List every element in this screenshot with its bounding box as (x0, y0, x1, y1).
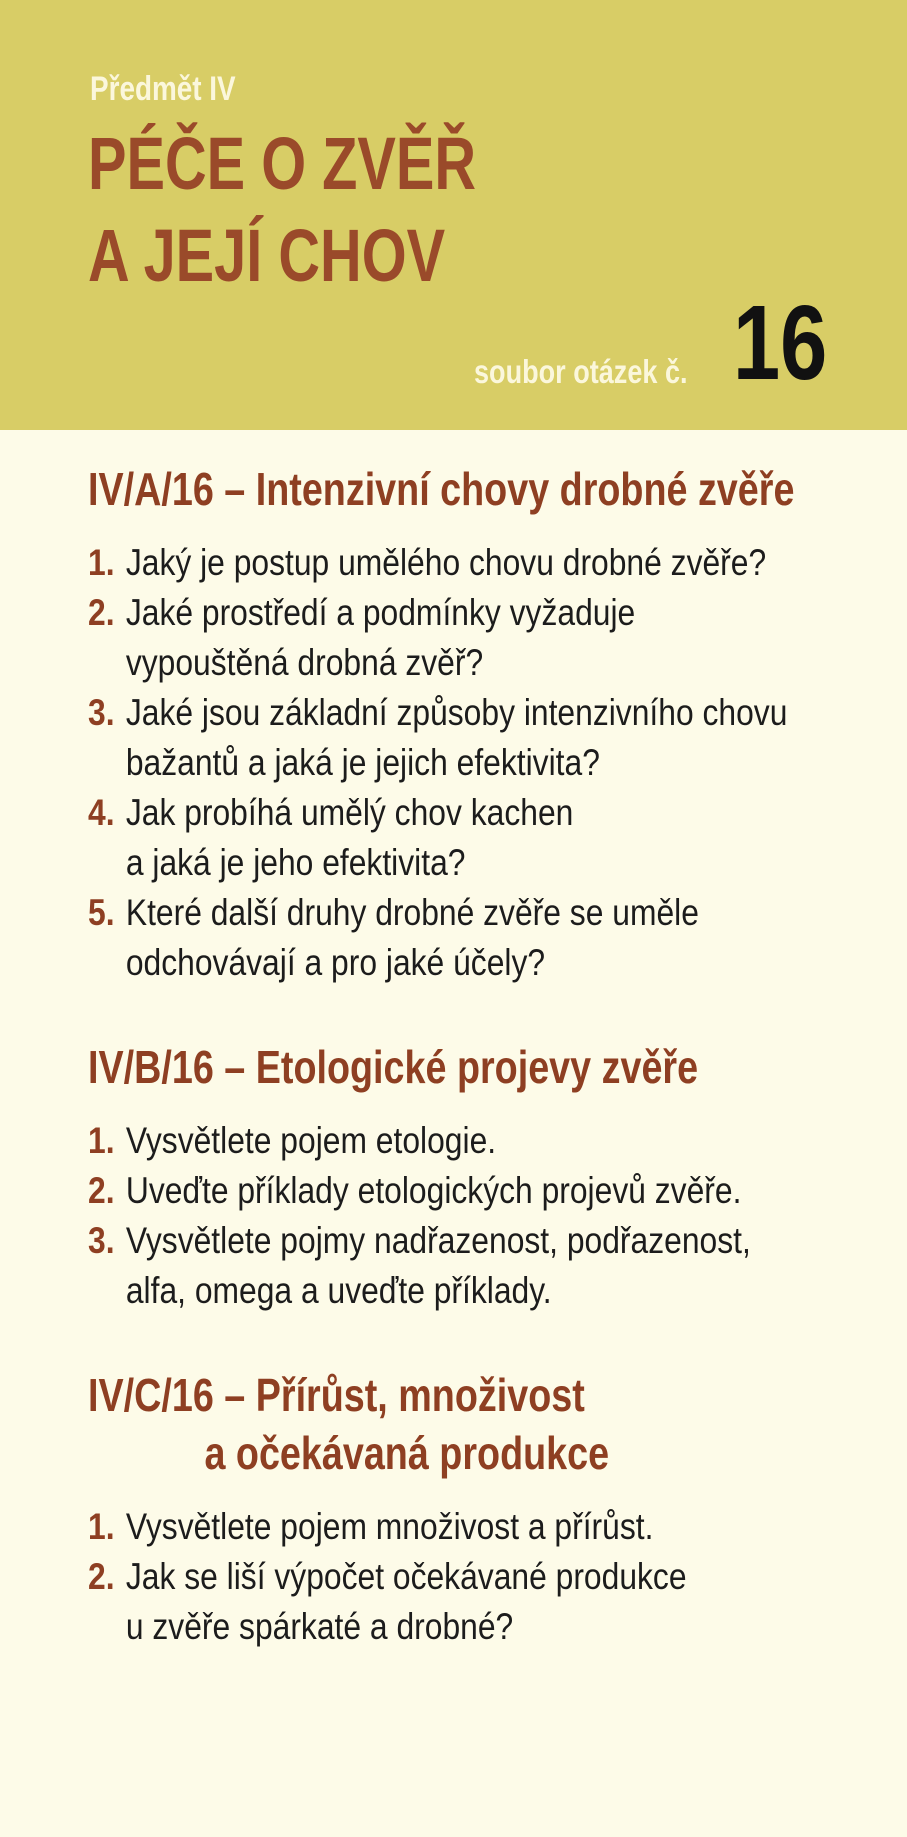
question-text: Uveďte příklady etologických projevů zvěře. (125, 1170, 742, 1211)
question-item (88, 688, 900, 788)
question-item (88, 1116, 900, 1166)
question-item (88, 1216, 900, 1316)
section-heading-line-2: a očekávaná produkce (204, 1427, 610, 1479)
question-number: 4. (88, 792, 115, 833)
question-list (88, 538, 887, 988)
question-number: 3. (88, 692, 115, 733)
question-text: Vysvětlete pojem množivost a přírůst. (125, 1506, 654, 1547)
subject-label: Předmět IV (90, 70, 236, 108)
question-item (88, 788, 900, 888)
header-band (0, 0, 907, 430)
question-text: Jak se liší výpočet očekávané produkce u zvěře spárkaté a drobné? (125, 1556, 687, 1647)
section-a (88, 460, 887, 988)
question-item (88, 1166, 900, 1216)
section-b (88, 1038, 887, 1316)
question-item (88, 888, 900, 988)
page-title (88, 118, 476, 302)
question-text: Které další druhy drobné zvěře se uměle odchovávají a pro jaké účely? (125, 892, 699, 983)
question-item (88, 538, 900, 588)
question-text: Jaké prostředí a podmínky vyžaduje vypouštěná drobná zvěř? (125, 592, 636, 683)
question-item (88, 1552, 900, 1652)
question-set-label: soubor otázek č. (474, 353, 688, 390)
question-list (88, 1116, 887, 1316)
section-heading (88, 1366, 743, 1482)
question-text: Jaký je postup umělého chovu drobné zvěře? (125, 542, 767, 583)
section-c (88, 1366, 887, 1652)
section-heading: IV/B/16 – Etologické projevy zvěře (88, 1041, 699, 1093)
question-set-number: 16 (733, 284, 828, 402)
question-list (88, 1502, 887, 1652)
question-number: 1. (88, 1120, 115, 1161)
title-line-2: A JEJÍ CHOV (88, 214, 446, 297)
question-number: 1. (88, 1506, 115, 1547)
question-number: 2. (88, 1556, 115, 1597)
title-line-1: PÉČE O ZVĚŘ (88, 122, 477, 205)
question-text: Jaké jsou základní způsoby intenzivního chovu bažantů a jaká je jejich efektivita? (125, 692, 788, 783)
question-item (88, 588, 900, 688)
section-heading: IV/A/16 – Intenzivní chovy drobné zvěře (88, 463, 795, 515)
question-text: Jak probíhá umělý chov kachen a jaká je jeho efektivita? (125, 792, 574, 883)
question-number: 5. (88, 892, 115, 933)
question-number: 1. (88, 542, 115, 583)
section-heading-line-1: IV/C/16 – Přírůst, množivost (88, 1369, 585, 1421)
questions-content (88, 460, 887, 1652)
question-number: 2. (88, 1170, 115, 1211)
question-text: Vysvětlete pojem etologie. (125, 1120, 497, 1161)
question-item (88, 1502, 900, 1552)
question-number: 2. (88, 592, 115, 633)
question-number: 3. (88, 1220, 115, 1261)
question-text: Vysvětlete pojmy nadřazenost, podřazenost, alfa, omega a uveďte příklady. (125, 1220, 751, 1311)
